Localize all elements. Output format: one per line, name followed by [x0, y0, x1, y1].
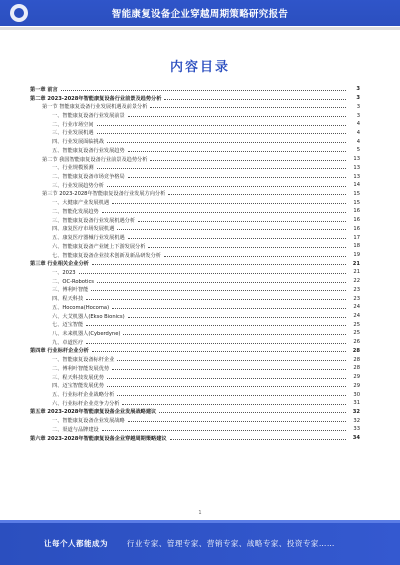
toc-leader-dots — [61, 90, 346, 91]
toc-entry-title: 第一章 前言 — [30, 86, 58, 93]
toc-entry-page: 24 — [353, 313, 360, 320]
toc-entry[interactable] — [30, 233, 360, 242]
toc-leader-dots — [128, 151, 346, 152]
toc-entry-title: 一、行业规模预测 — [52, 165, 94, 172]
toc-leader-dots — [97, 282, 346, 283]
footer-text — [44, 538, 380, 549]
toc-entry[interactable] — [30, 408, 360, 417]
toc-entry-page: 23 — [353, 286, 360, 293]
toc-entry[interactable] — [30, 286, 360, 295]
toc-entry-title: 第二章 2023-2028年智能康复设备行业前景及趋势分析 — [30, 95, 162, 102]
toc-entry[interactable] — [30, 216, 360, 225]
toc-entry[interactable] — [30, 294, 360, 303]
toc-entry-title: 五、康复医疗器械行业发展机遇 — [52, 235, 125, 242]
toc-entry-page: 21 — [352, 260, 360, 267]
toc-entry[interactable] — [30, 111, 360, 120]
toc-entry-page: 32 — [353, 417, 360, 424]
report-title: 智能康复设备企业穿越周期策略研究报告 — [111, 9, 289, 20]
toc-entry[interactable] — [30, 146, 360, 155]
toc-entry[interactable] — [30, 347, 360, 356]
toc-entry-page: 33 — [353, 426, 360, 433]
toc-entry-title: 七、智能康复设备企业技术创新及新品研发分析 — [52, 252, 161, 259]
toc-entry-page: 14 — [353, 182, 360, 189]
toc-leader-dots — [97, 125, 346, 126]
toc-entry-title: 二、渠道与品牌建设 — [52, 426, 99, 433]
toc-leader-dots — [91, 290, 346, 291]
toc-entry-page: 19 — [353, 252, 360, 259]
toc-entry-page: 4 — [356, 129, 360, 136]
toc-entry-page: 25 — [353, 330, 360, 337]
toc-entry-page: 25 — [353, 321, 360, 328]
toc-leader-dots — [86, 299, 346, 300]
toc-title: 内容目录 — [169, 60, 230, 75]
toc-leader-dots — [128, 238, 346, 239]
toc-entry-page: 26 — [353, 339, 360, 346]
toc-entry[interactable] — [30, 381, 360, 390]
toc-entry-title: 第五章 2023-2028年智能康复设备企业发展战略建议 — [30, 409, 157, 416]
toc-entry-page: 3 — [356, 103, 360, 110]
toc-leader-dots — [86, 325, 346, 326]
table-of-contents — [30, 85, 360, 442]
toc-entry-title: 五、行业标杆企业战略分析 — [52, 392, 115, 399]
toc-entry-title: 四、行业发展面临挑战 — [52, 139, 104, 146]
toc-entry[interactable] — [30, 399, 360, 408]
toc-entry-page: 31 — [353, 400, 360, 407]
toc-entry-title: 一、智能康复设备企业发展战略 — [52, 418, 125, 425]
toc-entry-page: 15 — [353, 190, 360, 197]
toc-leader-dots — [117, 360, 346, 361]
toc-entry-page: 28 — [353, 356, 360, 363]
toc-entry-title: 九、卓道医疗 — [52, 339, 84, 346]
toc-entry-title: 七、迈宝智能 — [52, 322, 84, 329]
toc-leader-dots — [128, 116, 346, 117]
toc-leader-dots — [107, 378, 346, 379]
toc-entry[interactable] — [30, 373, 360, 382]
toc-entry-title: 三、智能康复设备行业发展机遇分析 — [52, 217, 136, 224]
toc-entry-title: 二、智能化发展趋势 — [52, 208, 99, 215]
toc-entry-title: 第六章 2023-2028年智能康复设备企业穿越周期策略建议 — [30, 435, 167, 442]
toc-leader-dots — [123, 334, 346, 335]
toc-leader-dots — [92, 264, 346, 265]
toc-entry-page: 24 — [353, 304, 360, 311]
toc-entry-title: 六、行业标杆企业竞争力分析 — [52, 400, 120, 407]
toc-leader-dots — [102, 430, 346, 431]
toc-entry-page: 21 — [353, 269, 360, 276]
toc-leader-dots — [107, 386, 346, 387]
toc-entry-page: 17 — [353, 234, 360, 241]
toc-entry-page: 18 — [353, 243, 360, 250]
toc-entry[interactable] — [30, 94, 360, 103]
toc-entry-page: 15 — [353, 199, 360, 206]
toc-entry-title: 五、Hocoma(Hocoma) — [52, 304, 110, 311]
toc-leader-dots — [79, 273, 346, 274]
toc-leader-dots — [148, 247, 346, 248]
toc-entry[interactable] — [30, 329, 360, 338]
toc-leader-dots — [97, 168, 346, 169]
toc-entry-page: 22 — [353, 278, 360, 285]
toc-leader-dots — [122, 404, 346, 405]
toc-entry[interactable] — [30, 338, 360, 347]
toc-entry[interactable] — [30, 225, 360, 234]
toc-entry-page: 5 — [356, 147, 360, 154]
toc-entry-title: 一、大健康产业发展机遇 — [52, 200, 110, 207]
toc-entry-title: 一、2023 — [52, 269, 76, 276]
header-divider — [0, 27, 400, 30]
toc-leader-dots — [164, 99, 346, 100]
toc-entry-page: 29 — [353, 374, 360, 381]
toc-entry-title: 二、傅利叶智能发展优势 — [52, 365, 110, 372]
toc-leader-dots — [117, 395, 346, 396]
toc-leader-dots — [138, 221, 346, 222]
footer-slogan: 让每个人都能成为 — [44, 539, 108, 548]
toc-entry[interactable] — [30, 207, 360, 216]
footer-accent-line — [0, 520, 400, 523]
toc-entry-page: 30 — [353, 391, 360, 398]
toc-entry[interactable] — [30, 320, 360, 329]
toc-entry-title: 八、未来机器人(Cyberdyne) — [52, 330, 121, 337]
toc-leader-dots — [128, 177, 346, 178]
toc-entry[interactable] — [30, 434, 360, 443]
toc-entry-page: 3 — [356, 95, 360, 102]
toc-entry-title: 六、智能康复设备产业链上下游发展分析 — [52, 243, 146, 250]
toc-entry[interactable] — [30, 190, 360, 199]
toc-entry-page: 28 — [353, 365, 360, 372]
toc-leader-dots — [107, 186, 346, 187]
toc-entry[interactable] — [30, 120, 360, 129]
toc-entry-page: 13 — [353, 164, 360, 171]
toc-entry-page: 4 — [356, 121, 360, 128]
toc-leader-dots — [150, 107, 346, 108]
toc-leader-dots — [159, 412, 346, 413]
toc-entry-title: 第一节 智能康复设备行业发展机遇及前景分析 — [42, 104, 148, 111]
toc-entry-page: 16 — [353, 225, 360, 232]
toc-entry[interactable] — [30, 198, 360, 207]
toc-entry[interactable] — [30, 163, 360, 172]
toc-leader-dots — [128, 317, 346, 318]
toc-entry-title: 三、行业发展机遇 — [52, 130, 94, 137]
header — [0, 0, 400, 32]
toc-entry-title: 三、程天科技发展优势 — [52, 374, 104, 381]
toc-entry[interactable] — [30, 268, 360, 277]
toc-leader-dots — [92, 351, 346, 352]
toc-entry-page: 29 — [353, 382, 360, 389]
toc-entry[interactable] — [30, 102, 360, 111]
toc-entry-title: 第三节 2023-2028年智能康复设备行业发展方向分析 — [42, 191, 166, 198]
toc-entry-title: 三、行业发展趋势分析 — [52, 182, 104, 189]
toc-entry[interactable] — [30, 242, 360, 251]
toc-entry[interactable] — [30, 129, 360, 138]
toc-entry[interactable] — [30, 172, 360, 181]
toc-entry-page: 16 — [353, 217, 360, 224]
toc-entry[interactable] — [30, 303, 360, 312]
toc-entry-title: 六、大艾机器人(Ekso Bionics) — [52, 313, 125, 320]
toc-entry[interactable] — [30, 137, 360, 146]
toc-entry[interactable] — [30, 364, 360, 373]
toc-leader-dots — [107, 142, 346, 143]
toc-entry-page: 13 — [353, 173, 360, 180]
toc-entry[interactable] — [30, 312, 360, 321]
toc-entry-page: 34 — [352, 435, 360, 442]
toc-entry-title: 第三章 行业相关企业分析 — [30, 261, 89, 268]
page-number: 1 — [198, 510, 202, 516]
footer-tagline: 行业专家、管理专家、营销专家、战略专家、投资专家…… — [126, 539, 335, 548]
toc-leader-dots — [97, 133, 346, 134]
toc-entry-title: 第四章 行业标杆企业分析 — [30, 348, 89, 355]
toc-entry-title: 五、智能康复设备行业发展趋势 — [52, 147, 125, 154]
toc-leader-dots — [128, 421, 346, 422]
toc-entry[interactable] — [30, 259, 360, 268]
toc-entry-page: 3 — [356, 86, 360, 93]
toc-entry-title: 二、OC-Robotics — [52, 278, 94, 285]
toc-leader-dots — [168, 194, 346, 195]
toc-leader-dots — [164, 256, 346, 257]
toc-entry-title: 二、智能康复设备市场竞争格局 — [52, 174, 125, 181]
toc-leader-dots — [112, 308, 346, 309]
toc-entry-title: 一、智能康复设备行业发展前景 — [52, 113, 125, 120]
toc-entry[interactable] — [30, 277, 360, 286]
toc-entry-page: 3 — [356, 112, 360, 119]
toc-entry[interactable] — [30, 355, 360, 364]
toc-entry-page: 4 — [356, 138, 360, 145]
toc-entry-title: 三、傅利叶智能 — [52, 287, 89, 294]
toc-leader-dots — [117, 229, 346, 230]
toc-leader-dots — [170, 439, 346, 440]
toc-entry-page: 32 — [352, 408, 360, 415]
toc-entry-title: 二、行业市场空间 — [52, 121, 94, 128]
toc-entry[interactable] — [30, 181, 360, 190]
toc-entry-page: 16 — [353, 208, 360, 215]
toc-leader-dots — [112, 369, 346, 370]
toc-entry-page: 28 — [352, 347, 360, 354]
toc-entry[interactable] — [30, 425, 360, 434]
toc-entry-title: 四、康复医疗市场发展机遇 — [52, 226, 115, 233]
toc-entry-page: 23 — [353, 295, 360, 302]
toc-entry-title: 一、智能康复设备标杆企业 — [52, 357, 115, 364]
toc-leader-dots — [150, 160, 346, 161]
toc-leader-dots — [112, 203, 346, 204]
toc-entry[interactable] — [30, 416, 360, 425]
toc-entry-title: 四、程天科技 — [52, 296, 84, 303]
toc-entry[interactable] — [30, 251, 360, 260]
toc-entry[interactable] — [30, 155, 360, 164]
toc-entry-page: 13 — [353, 156, 360, 163]
toc-leader-dots — [86, 343, 346, 344]
toc-entry[interactable] — [30, 390, 360, 399]
toc-entry-title: 第二节 我国智能康复设备行业前景及趋势分析 — [42, 156, 148, 163]
toc-leader-dots — [102, 212, 346, 213]
toc-entry[interactable] — [30, 85, 360, 94]
toc-entry-title: 四、迈宝智能发展优势 — [52, 383, 104, 390]
